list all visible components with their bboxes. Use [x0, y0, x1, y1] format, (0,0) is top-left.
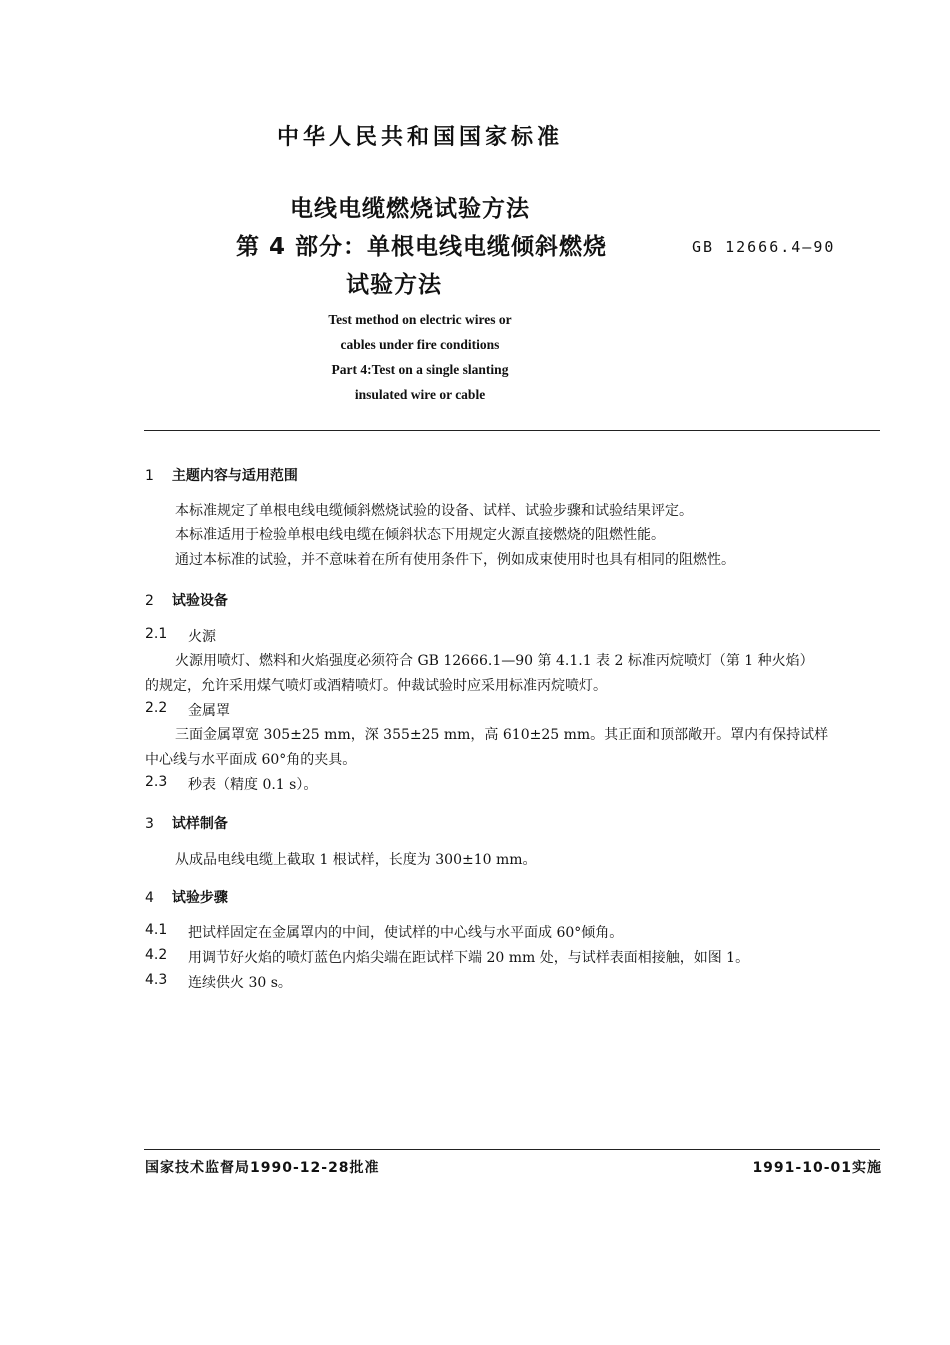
footer-divider: [144, 1149, 880, 1150]
subsection-2-1-title: 火源: [188, 629, 216, 645]
subsection-2-1-number: 2.1: [145, 626, 168, 642]
english-title-line-3: Part 4:Test on a single slanting: [331, 362, 509, 377]
subsection-4-2-text: 用调节好火焰的喷灯蓝色内焰尖端在距试样下端 20 mm 处，与试样表面相接触，如图 1。: [188, 950, 750, 966]
section-1-paragraph-2: 本标准适用于检验单根电线电缆在倾斜状态下用规定火源直接燃烧的阻燃性能。: [175, 527, 665, 543]
section-title: 主题内容与适用范围: [171, 468, 298, 484]
subsection-4-3-text: 连续供火 30 s。: [188, 975, 292, 991]
subsection-2-2-number: 2.2: [145, 700, 168, 716]
subsection-4-3-number: 4.3: [145, 972, 168, 988]
subsection-4-1-text: 把试样固定在金属罩内的中间，使试样的中心线与水平面成 60°倾角。: [188, 925, 624, 941]
section-title: 试样制备: [171, 816, 228, 832]
subsection-2-2-paragraph-line-1: 三面金属罩宽 305±25 mm，深 355±25 mm，高 610±25 mm。其正面和顶部敞开。罩内有保持试样: [175, 727, 829, 743]
subsection-2-2-paragraph-line-2: 中心线与水平面成 60°角的夹具。: [145, 752, 357, 768]
subsection-4-2-number: 4.2: [145, 947, 168, 963]
chinese-title-line-2: 第 4 部分：单根电线电缆倾斜燃烧: [236, 234, 608, 260]
section-3-paragraph: 从成品电线电缆上截取 1 根试样，长度为 300±10 mm。: [175, 852, 537, 868]
subsection-2-3-text: 秒表（精度 0.1 s）。: [188, 777, 318, 793]
english-title-line-1: Test method on electric wires or: [328, 312, 512, 327]
subsection-2-1-paragraph-line-2: 的规定，允许采用煤气喷灯或酒精喷灯。仲裁试验时应采用标准丙烷喷灯。: [145, 678, 607, 694]
english-title-line-2: cables under fire conditions: [340, 337, 500, 352]
chinese-title-line-3: 试验方法: [346, 272, 442, 298]
section-number: 1: [145, 468, 154, 484]
section-number: 2: [145, 593, 154, 609]
section-1-heading: [145, 465, 298, 485]
subsection-4-1-number: 4.1: [145, 922, 168, 938]
header-divider: [144, 430, 880, 431]
section-4-heading: [145, 887, 228, 907]
section-1-paragraph-3: 通过本标准的试验，并不意味着在所有使用条件下，例如成束使用时也具有相同的阻燃性。: [175, 552, 735, 568]
section-title: 试验步骤: [171, 890, 228, 906]
section-3-heading: [145, 813, 228, 833]
section-number: 4: [145, 890, 154, 906]
subsection-2-3-number: 2.3: [145, 774, 168, 790]
section-number: 3: [145, 816, 154, 832]
subsection-2-1-paragraph-line-1: 火源用喷灯、燃料和火焰强度必须符合 GB 12666.1—90 第 4.1.1 表 2 标准丙烷喷灯（第 1 种火焰）: [175, 653, 814, 669]
section-title: 试验设备: [171, 593, 228, 609]
english-title-line-4: insulated wire or cable: [354, 387, 486, 402]
approval-statement: 国家技术监督局1990-12-28批准: [145, 1160, 380, 1176]
implementation-date: 1991-10-01实施: [752, 1160, 882, 1176]
national-standard-title: 中华人民共和国国家标准: [276, 125, 563, 150]
section-1-paragraph-1: 本标准规定了单根电线电缆倾斜燃烧试验的设备、试样、试验步骤和试验结果评定。: [175, 503, 693, 519]
section-2-heading: [145, 590, 228, 610]
subsection-2-2-title: 金属罩: [188, 703, 230, 719]
standard-code: GB 12666.4—90: [692, 238, 836, 256]
chinese-title-line-1: 电线电缆燃烧试验方法: [290, 196, 530, 222]
